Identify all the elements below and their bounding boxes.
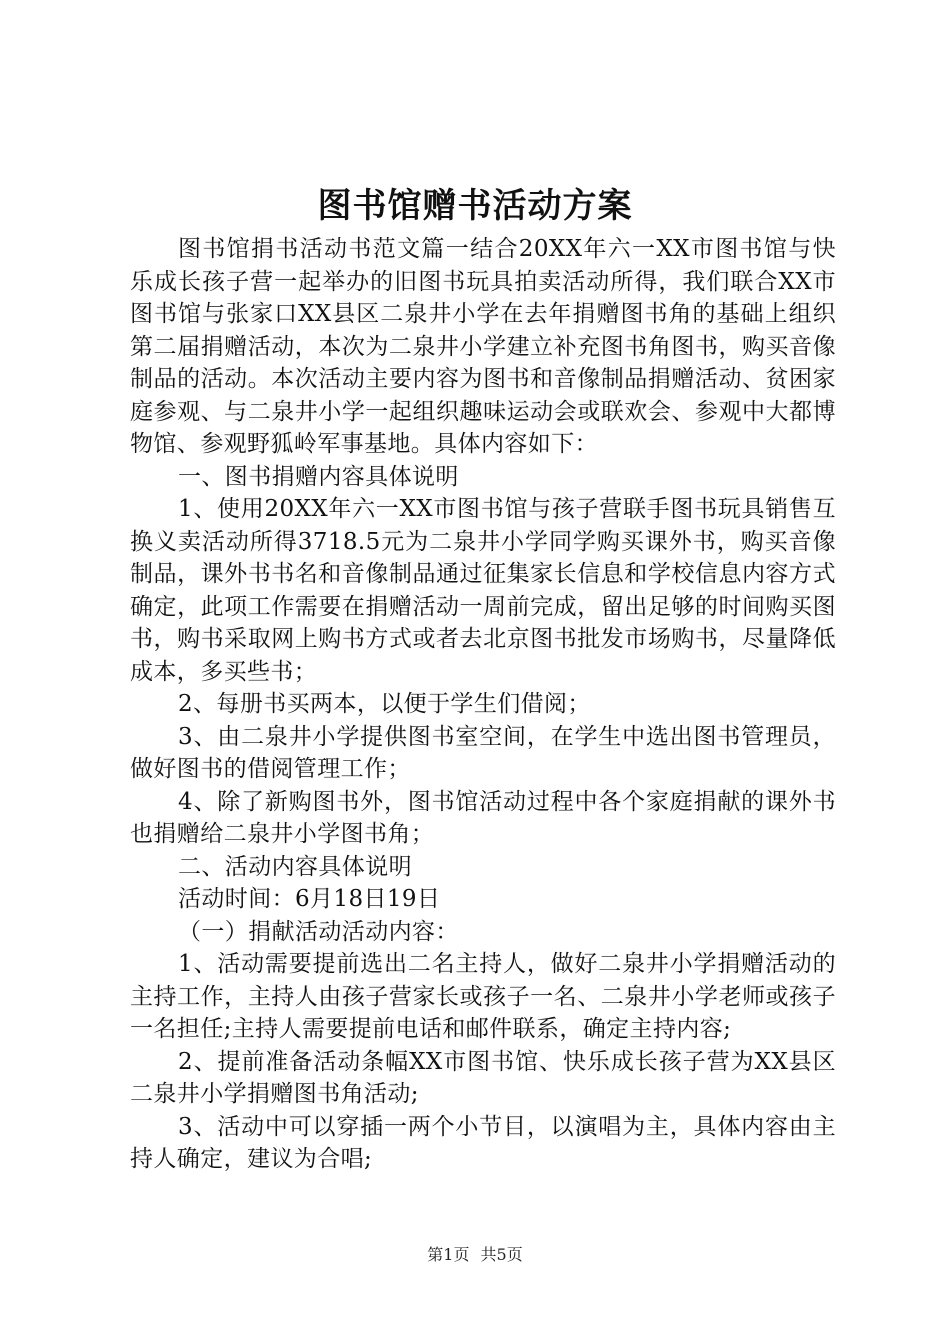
paragraph-subitem-2: 2、提前准备活动条幅XX市图书馆、快乐成长孩子营为XX县区二泉井小学捐赠图书角活动; — [130, 1048, 836, 1107]
page-total: 共5页 — [480, 1245, 523, 1264]
paragraph-subitem-3: 3、活动中可以穿插一两个小节目，以演唱为主，具体内容由主持人确定，建议为合唱; — [130, 1113, 836, 1172]
paragraph-activity-time: 活动时间：6月18日19日 — [178, 886, 441, 912]
document-body — [130, 233, 836, 1176]
paragraph-item-3: 3、由二泉井小学提供图书室空间，在学生中选出图书管理员，做好图书的借阅管理工作； — [130, 723, 836, 782]
page-number: 第1页 — [427, 1245, 470, 1264]
paragraph-heading-1: 一、图书捐赠内容具体说明 — [178, 463, 459, 490]
paragraph-item-1: 1、使用20XX年六一XX市图书馆与孩子营联手图书玩具销售互换义卖活动所得3718.5元为二泉井小学同学购买课外书，购买音像制品，课外书书名和音像制品通过征集家长信息和学校信息内容方式确定，此项工作需要在捐赠活动一周前完成，留出足够的时间购买图书，购书采取网上购书方式或者去北京图书批发市场购书，尽量降低成本，多买些书； — [130, 496, 836, 685]
paragraph-item-2: 2、每册书买两本，以便于学生们借阅； — [178, 691, 591, 717]
paragraph-intro: 图书馆捐书活动书范文篇一结合20XX年六一XX市图书馆与快乐成长孩子营一起举办的旧图书玩具拍卖活动所得，我们联合XX市图书馆与张家口XX县区二泉井小学在去年捐赠图书角的基础上组织第二届捐赠活动，本次为二泉井小学建立补充图书角图书，购买音像制品的活动。本次活动主要内容为图书和音像制品捐赠活动、贫困家庭参观、与二泉井小学一起组织趣味运动会或联欢会、参观中大都博物馆、参观野狐岭军事基地。具体内容如下： — [130, 236, 836, 457]
paragraph-subheading-1: （一）捐献活动活动内容： — [178, 918, 459, 945]
paragraph-item-4: 4、除了新购图书外，图书馆活动过程中各个家庭捐献的课外书也捐赠给二泉井小学图书角； — [130, 788, 836, 847]
document-title: 图书馆赠书活动方案 — [317, 186, 633, 226]
paragraph-subitem-1: 1、活动需要提前选出二名主持人，做好二泉井小学捐赠活动的主持工作，主持人由孩子营家长或孩子一名、二泉井小学老师或孩子一名担任;主持人需要提前电话和邮件联系，确定主持内容; — [130, 951, 836, 1042]
page-footer — [0, 1244, 950, 1266]
paragraph-heading-2: 二、活动内容具体说明 — [178, 853, 412, 880]
